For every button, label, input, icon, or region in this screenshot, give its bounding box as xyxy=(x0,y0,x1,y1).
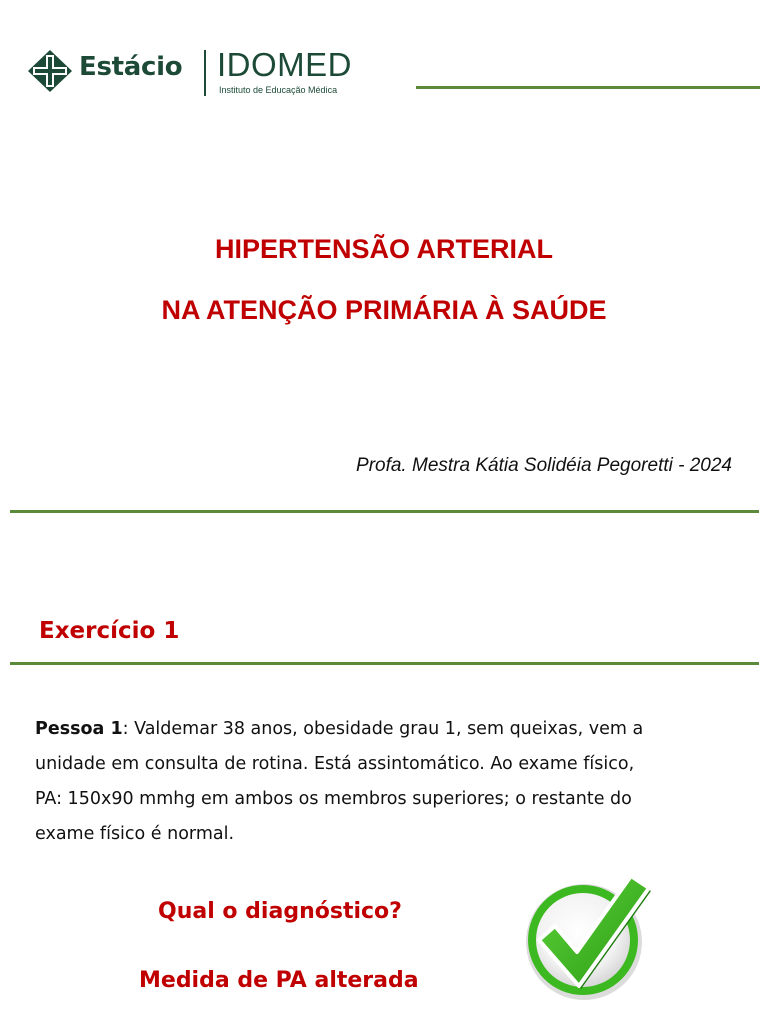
author-credit: Profa. Mestra Kátia Solidéia Pegoretti - 2024 xyxy=(356,455,732,476)
green-check-icon xyxy=(517,868,657,1008)
exercise-heading: Exercício 1 xyxy=(39,618,180,644)
institute-subtitle: Instituto de Educação Médica xyxy=(219,85,338,95)
estacio-cross-logo-icon xyxy=(26,49,74,93)
main-title-line-1: HIPERTENSÃO ARTERIAL xyxy=(214,234,553,264)
case-text: : Valdemar 38 anos, obesidade grau 1, sem queixas, vem a xyxy=(122,719,644,739)
person-label: Pessoa 1 xyxy=(35,719,123,739)
institute-name: IDOMED xyxy=(217,46,352,83)
header-rule xyxy=(416,86,760,89)
diagnosis-answer: Medida de PA alterada xyxy=(139,968,419,993)
main-title-line-2: NA ATENÇÃO PRIMÁRIA À SAÚDE xyxy=(161,295,607,325)
section-divider xyxy=(10,662,759,665)
logo-divider xyxy=(204,50,206,96)
case-line xyxy=(35,712,725,747)
case-line: exame físico é normal. xyxy=(35,824,235,844)
case-line: unidade em consulta de rotina. Está assintomático. Ao exame físico, xyxy=(35,754,635,774)
brand-name: Estácio xyxy=(79,52,183,82)
section-divider xyxy=(10,510,759,513)
case-description xyxy=(35,712,725,852)
case-line: PA: 150x90 mmhg em ambos os membros superiores; o restante do xyxy=(35,789,632,809)
diagnosis-question: Qual o diagnóstico? xyxy=(158,899,402,924)
header-logo xyxy=(26,46,371,98)
